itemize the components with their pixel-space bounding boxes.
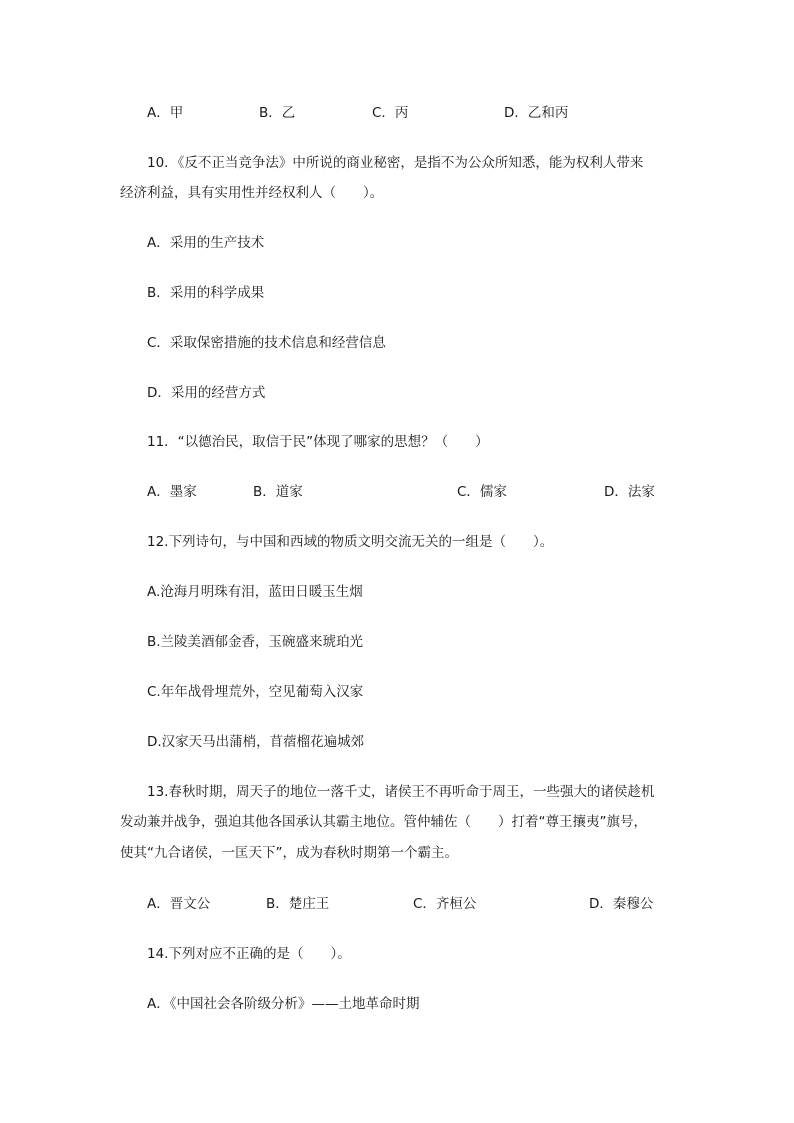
q11-option-c: C．儒家 xyxy=(457,484,507,500)
q9-option-a: A．甲 xyxy=(147,105,184,121)
q13-stem-line1: 13.春秋时期，周天子的地位一落千丈，诸侯王不再听命于周王，一些强大的诸侯趁机 xyxy=(147,784,655,800)
q13-stem-line3: 使其“九合诸侯，一匡天下”，成为春秋时期第一个霸主。 xyxy=(120,845,458,861)
q9-option-d: D．乙和丙 xyxy=(504,105,569,121)
q13-option-b: B．楚庄王 xyxy=(266,896,330,912)
q14-option-a: A．《中国社会各阶级分析》——土地革命时期 xyxy=(147,996,420,1012)
q10-option-b: B．采用的科学成果 xyxy=(147,285,265,301)
q11-option-a: A．墨家 xyxy=(147,484,197,500)
q12-stem: 12.下列诗句，与中国和西域的物质文明交流无关的一组是（ ）。 xyxy=(147,534,554,550)
q10-option-d: D．采用的经营方式 xyxy=(147,385,266,401)
q12-option-c: C.年年战骨埋荒外，空见葡萄入汉家 xyxy=(147,684,364,700)
q11-stem: 11．“以德治民，取信于民”体现了哪家的思想？（ ） xyxy=(147,434,489,450)
q12-option-b: B.兰陵美酒郁金香，玉碗盛来琥珀光 xyxy=(147,634,364,650)
q13-option-d: D．秦穆公 xyxy=(589,896,654,912)
q12-option-d: D.汉家天马出蒲梢，苜蓿榴花遍城郊 xyxy=(147,734,365,750)
q14-stem: 14.下列对应不正确的是（ ）。 xyxy=(147,946,351,962)
q11-option-b: B．道家 xyxy=(253,484,303,500)
q10-option-c: C．采取保密措施的技术信息和经营信息 xyxy=(147,335,386,351)
q9-option-c: C．丙 xyxy=(372,105,409,121)
q12-option-a: A.沧海月明珠有泪，蓝田日暖玉生烟 xyxy=(147,584,363,600)
q11-option-d: D．法家 xyxy=(604,484,655,500)
q13-option-c: C．齐桓公 xyxy=(413,896,477,912)
q10-stem-line2: 经济利益，具有实用性并经权利人（ ）。 xyxy=(120,185,384,201)
q10-option-a: A．采用的生产技术 xyxy=(147,235,265,251)
q13-stem-line2: 发动兼并战争，强迫其他各国承认其霸主地位。管仲辅佐（ ）打着“尊王攘夷”旗号， xyxy=(120,814,647,830)
q9-option-b: B．乙 xyxy=(259,105,296,121)
q10-stem-line1: 10．《反不正当竞争法》中所说的商业秘密，是指不为公众所知悉，能为权利人带来 xyxy=(147,155,644,171)
q13-option-a: A．晋文公 xyxy=(147,896,211,912)
